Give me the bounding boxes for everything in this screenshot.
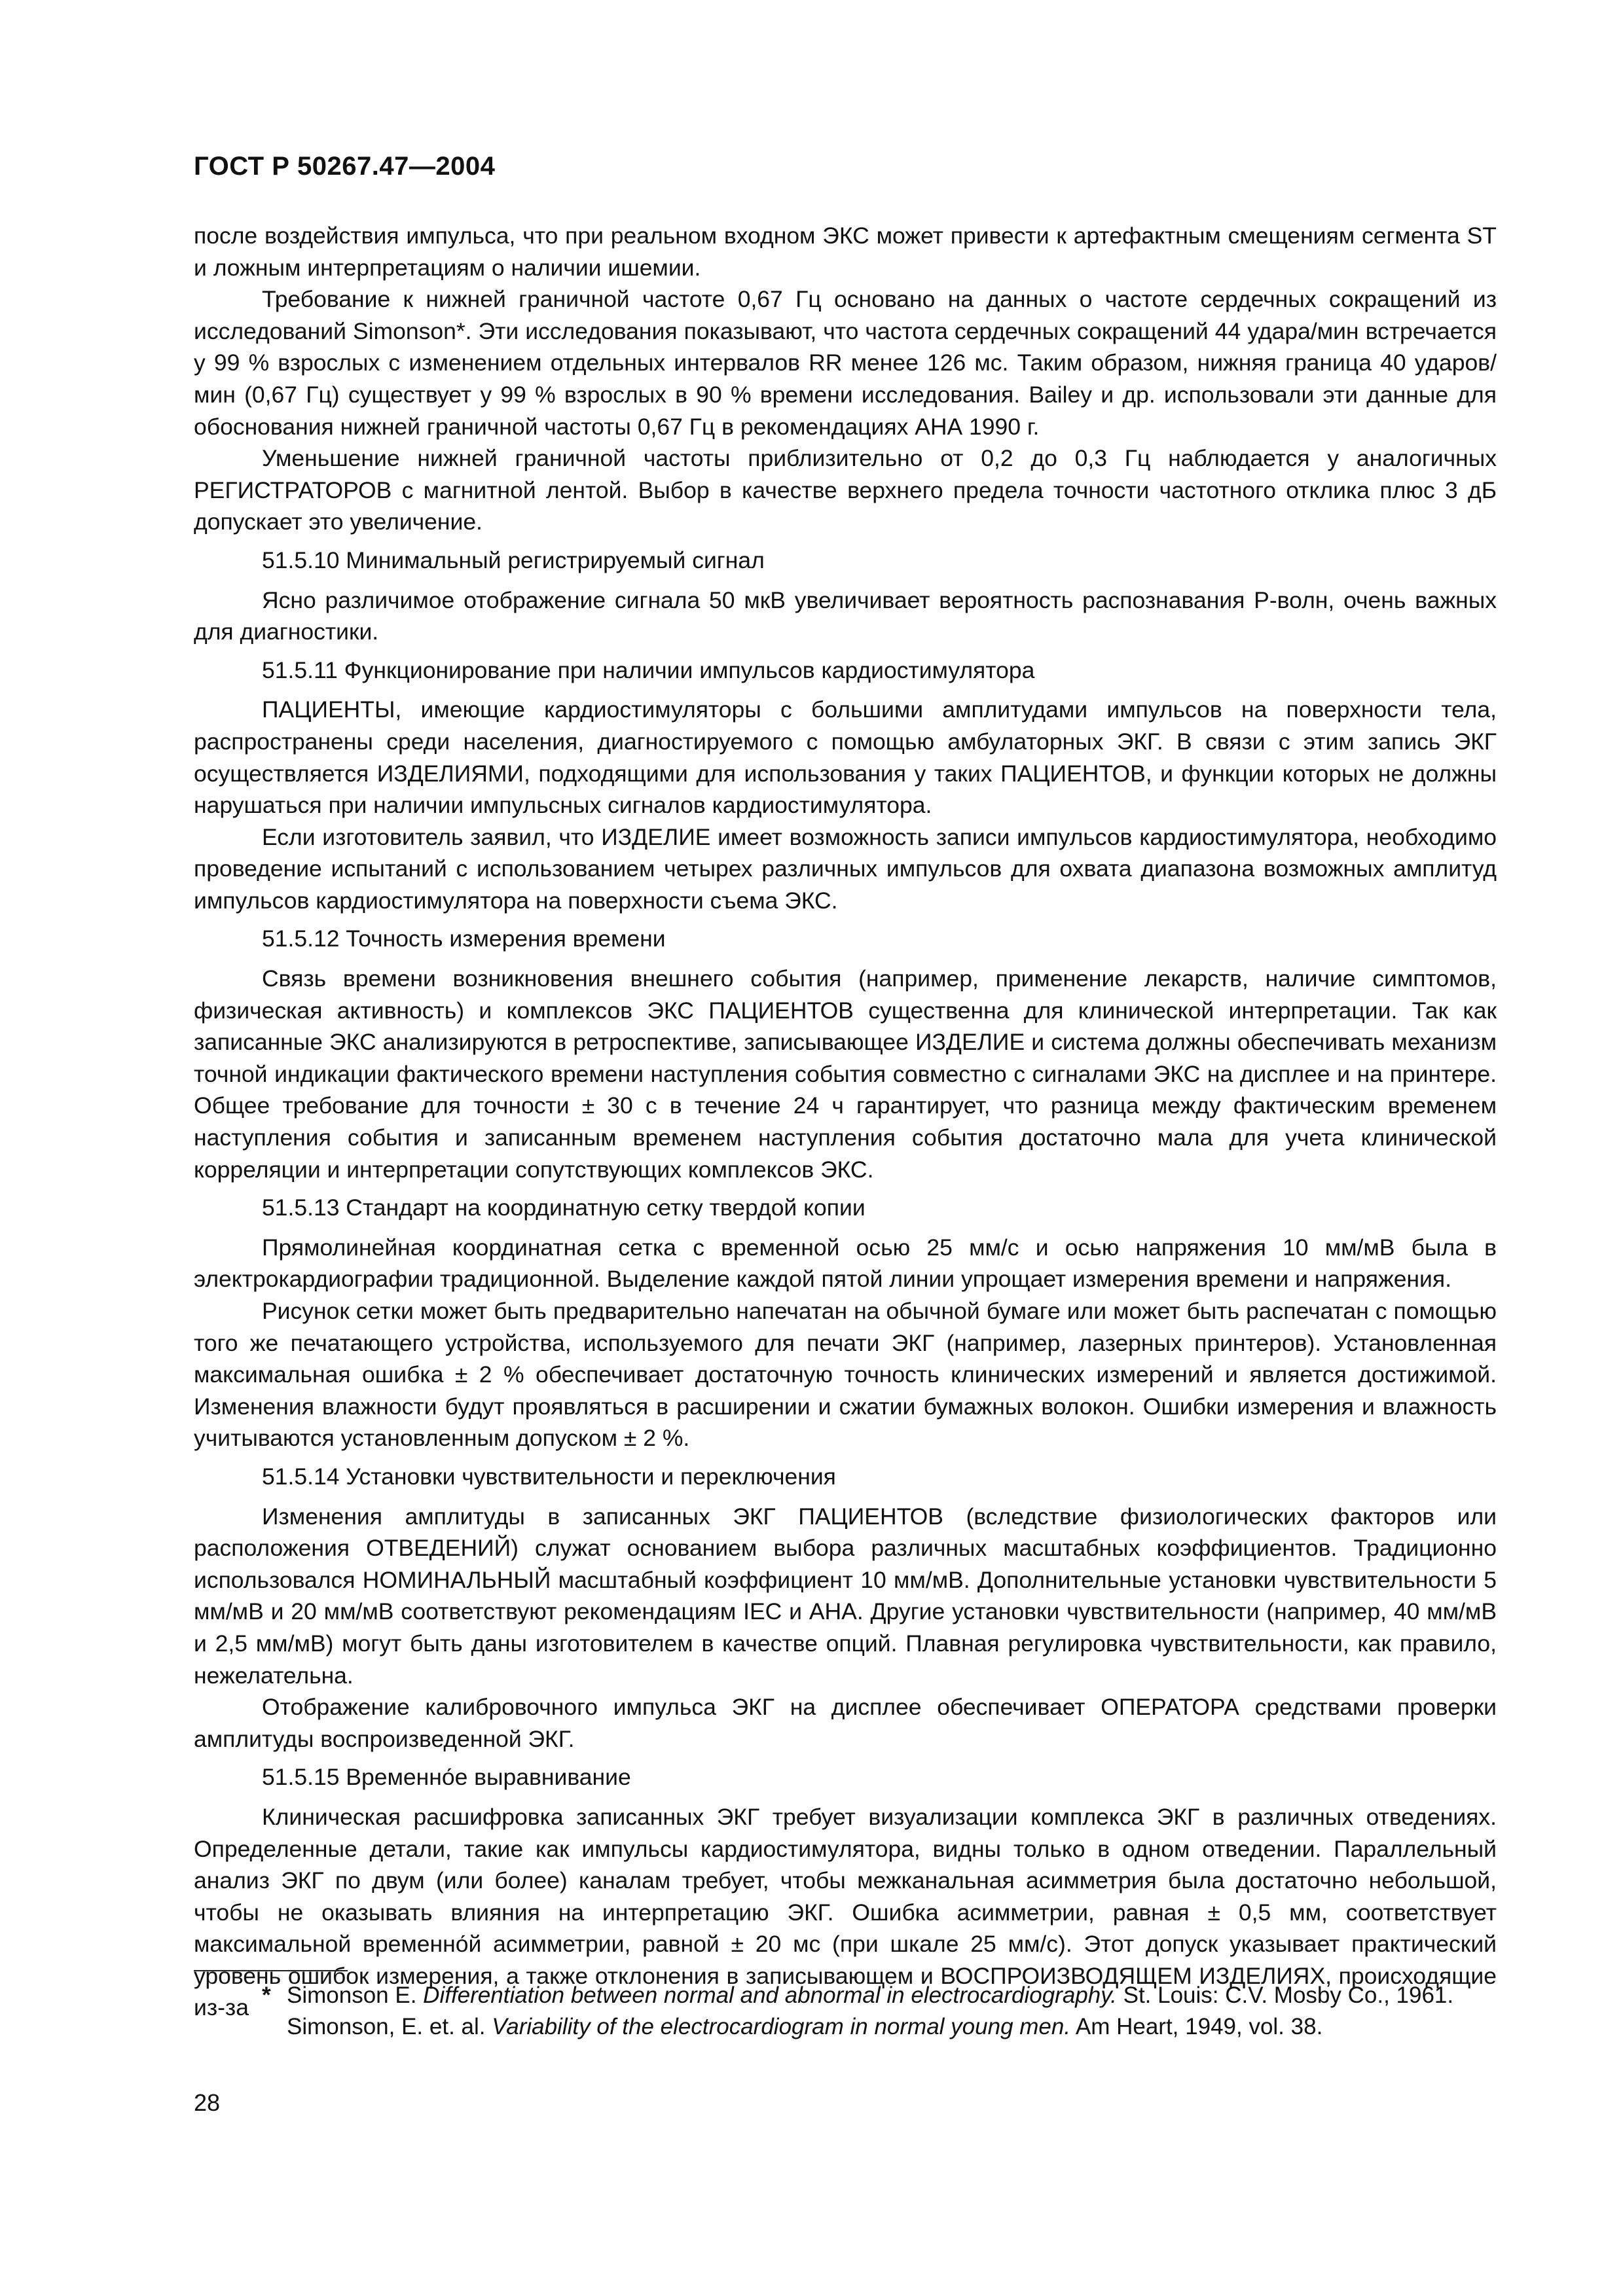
- footnote-line-2: [262, 2011, 1499, 2043]
- footnote-line-1: [262, 1980, 1499, 2011]
- paragraph: Прямолинейная координатная сетка с временной осью 25 мм/с и осью напряжения 10 мм/мВ была в электрокардиографии традиционной. Выделение каждой пятой линии упрощает измерения времени и напряжения.: [194, 1234, 1497, 1293]
- paragraph: Отображение калибровочного импульса ЭКГ на дисплее обеспечивает ОПЕРАТОРА средствами проверки амплитуды воспроизведенной ЭКГ.: [194, 1694, 1497, 1752]
- body-text: [194, 220, 1497, 2024]
- footnote-ref2-authors: Simonson, E. et. al.: [287, 2014, 486, 2039]
- paragraph: Требование к нижней граничной частоте 0,67 Гц основано на данных о частоте сердечных сокращений из исследований Simonson*. Эти исследования показывают, что частота сердечных сокращений 44 удара/мин встречается у 99 % взрослых с изменением отдельных интервалов RR менее 126 мс. Таким образом, нижняя граница 40 ударов/мин (0,67 Гц) существует у 99 % взрослых в 90 % времени исследования. Bailey и др. использовали эти данные для обоснования нижней граничной частоты 0,67 Гц в рекомендациях АНА 1990 г.: [194, 286, 1497, 440]
- paragraph: после воздействия импульса, что при реальном входном ЭКС может привести к артефактным смещениям сегмента ST и ложным интерпретациям о наличии ишемии.: [194, 223, 1497, 281]
- section-heading: 51.5.15 Временно́е выравнивание: [262, 1764, 631, 1791]
- footnote: [262, 1980, 1499, 2043]
- footnote-ref1-publisher: St. Louis: C.V. Mosby Co., 1961.: [1123, 1982, 1454, 2008]
- paragraph: Связь времени возникновения внешнего события (например, применение лекарств, наличие симптомов, физическая активность) и комплексов ЭКС ПАЦИЕНТОВ существенна для клинической интерпретации. Так как записанные ЭКС анализируются в ретроспективе, записывающее ИЗДЕЛИЕ и система должны обеспечивать механизм точной индикации фактического времени наступления события совместно с сигналами ЭКС на дисплее и на принтере. Общее требование для точности ± 30 с в течение 24 ч гарантирует, что разница между фактическим временем наступления события и записанным временем наступления события достаточно мала для учета клинической корреляции и интерпретации сопутствующих комплексов ЭКС.: [194, 965, 1497, 1183]
- section-heading: 51.5.14 Установки чувствительности и переключения: [262, 1463, 836, 1490]
- paragraph: Если изготовитель заявил, что ИЗДЕЛИЕ имеет возможность записи импульсов кардиостимулятора, необходимо проведение испытаний с использованием четырех различных импульсов для охвата диапазона возможных амплитуд импульсов кардиостимулятора на поверхности съема ЭКС.: [194, 823, 1497, 914]
- paragraph: Рисунок сетки может быть предварительно напечатан на обычной бумаге или может быть распечатан с помощью того же печатающего устройства, используемого для печати ЭКГ (например, лазерных принтеров). Установленная максимальная ошибка ± 2 % обеспечивает достаточную точность клинических измерений и является достижимой. Изменения влажности будут проявляться в расширении и сжатии бумажных волокон. Ошибки измерения и влажность учитываются установленным допуском ± 2 %.: [194, 1298, 1497, 1452]
- footnote-ref2-title: Variability of the electrocardiogram in normal young men.: [492, 2014, 1071, 2039]
- page-number: 28: [194, 2089, 221, 2116]
- section-heading: 51.5.10 Минимальный регистрируемый сигнал: [262, 547, 765, 573]
- footnote-ref1-authors: Simonson E.: [287, 1982, 417, 2008]
- section-heading: 51.5.11 Функционирование при наличии импульсов кардиостимулятора: [262, 656, 1035, 683]
- paragraph: ПАЦИЕНТЫ, имеющие кардиостимуляторы с большими амплитудами импульсов на поверхности тела, распространены среди населения, диагностируемого с помощью амбулаторных ЭКГ. В связи с этим запись ЭКГ осуществляется ИЗДЕЛИЯМИ, подходящими для использования у таких ПАЦИЕНТОВ, и функции которых не должны нарушаться при наличии импульсных сигналов кардиостимулятора.: [194, 696, 1497, 819]
- footnote-divider: [194, 1970, 348, 1971]
- paragraph: Ясно различимое отображение сигнала 50 мкВ увеличивает вероятность распознавания P-волн, очень важных для диагностики.: [194, 586, 1497, 645]
- footnote-mark: *: [262, 1982, 271, 2008]
- paragraph: Клиническая расшифровка записанных ЭКГ требует визуализации комплекса ЭКГ в различных отведениях. Определенные детали, такие как импульсы кардиостимулятора, видны только в одном отведении. Параллельный анализ ЭКГ по двум (или более) каналам требует, чтобы межканальная асимметрия была достаточно небольшой, чтобы не оказывать влияния на интерпретацию ЭКГ. Ошибка асимметрии, равная ± 0,5 мм, соответствует максимальной временно́й асимметрии, равной ± 20 мс (при шкале 25 мм/с). Этот допуск указывает практический уровень ошибок измерения, а также отклонения в записывающем и ВОСПРОИЗВОДЯЩЕМ ИЗДЕЛИЯХ, происходящие из-за: [194, 1803, 1497, 2021]
- section-heading: 51.5.12 Точность измерения времени: [262, 925, 666, 952]
- footnote-ref2-publisher: Am Heart, 1949, vol. 38.: [1075, 2014, 1323, 2039]
- paragraph: Изменения амплитуды в записанных ЭКГ ПАЦИЕНТОВ (вследствие физиологических факторов или расположения ОТВЕДЕНИЙ) служат основанием выбора различных масштабных коэффициентов. Традиционно использовался НОМИНАЛЬНЫЙ масштабный коэффициент 10 мм/мВ. Дополнительные установки чувствительности 5 мм/мВ и 20 мм/мВ соответствуют рекомендациям IEC и АНА. Другие установки чувствительности (например, 40 мм/мВ и 2,5 мм/мВ) могут быть даны изготовителем в качестве опций. Плавная регулировка чувствительности, как правило, нежелательна.: [194, 1503, 1497, 1689]
- section-heading: 51.5.13 Стандарт на координатную сетку твердой копии: [262, 1194, 866, 1221]
- paragraph: Уменьшение нижней граничной частоты приблизительно от 0,2 до 0,3 Гц наблюдается у аналогичных РЕГИСТРАТОРОВ с магнитной лентой. Выбор в качестве верхнего предела точности частотного отклика плюс 3 дБ допускает это увеличение.: [194, 445, 1497, 535]
- footnote-ref1-title: Differentiation between normal and abnormal in electrocardiography.: [423, 1982, 1117, 2008]
- document-header: ГОСТ Р 50267.47—2004: [194, 152, 496, 181]
